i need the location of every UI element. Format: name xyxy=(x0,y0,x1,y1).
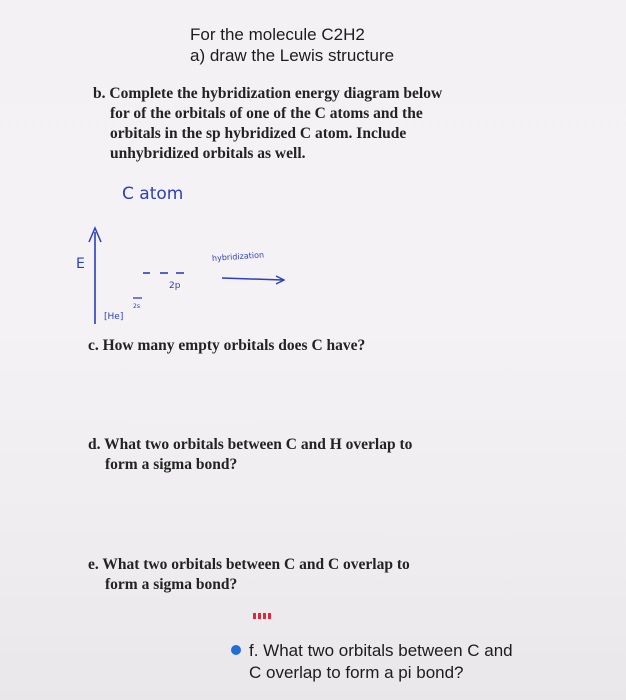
orbital-2s-label: 2s xyxy=(133,303,140,310)
question-f-line-1: f. What two orbitals between C and xyxy=(249,641,513,660)
question-c xyxy=(88,336,365,356)
core-electrons-label: [He] xyxy=(104,312,124,322)
hybridization-arrowhead xyxy=(276,276,284,284)
question-b-line-4: unhybridized orbitals as well. xyxy=(110,145,306,162)
question-b xyxy=(93,84,442,164)
energy-axis-label: E xyxy=(76,256,85,272)
loading-bar-2 xyxy=(258,613,261,619)
question-b-line-3: orbitals in the sp hybridized C atom. Include xyxy=(110,125,407,142)
question-d-line-2: form a sigma bond? xyxy=(105,456,238,473)
question-d-line-1: d. What two orbitals between C and H overlap to xyxy=(88,436,413,453)
hybridization-arrow-line xyxy=(222,278,283,280)
loading-indicator xyxy=(253,613,271,619)
question-e xyxy=(88,555,410,595)
question-b-line-2: for of the orbitals of one of the C atoms and the xyxy=(110,105,423,122)
c-atom-label: C atom xyxy=(122,184,184,204)
question-e-line-2: form a sigma bond? xyxy=(105,576,238,593)
question-f xyxy=(249,640,513,684)
loading-bar-4 xyxy=(268,613,271,619)
loading-bar-1 xyxy=(253,613,256,619)
energy-axis-arrowhead xyxy=(89,228,101,242)
orbital-2p-label: 2p xyxy=(169,281,181,291)
part-a-prompt: a) draw the Lewis structure xyxy=(190,46,395,65)
loading-bar-3 xyxy=(263,613,266,619)
question-c-line-1: c. How many empty orbitals does C have? xyxy=(88,337,366,354)
hybridization-label: hybridization xyxy=(211,250,265,263)
molecule-title: For the molecule C2H2 xyxy=(190,25,365,44)
question-b-line-1: b. Complete the hybridization energy diagram below xyxy=(93,85,443,102)
bullet-dot-icon xyxy=(231,645,241,655)
question-d xyxy=(88,435,412,475)
question-f-line-2: C overlap to form a pi bond? xyxy=(249,663,464,682)
question-e-line-1: e. What two orbitals between C and C overlap to xyxy=(88,556,410,573)
